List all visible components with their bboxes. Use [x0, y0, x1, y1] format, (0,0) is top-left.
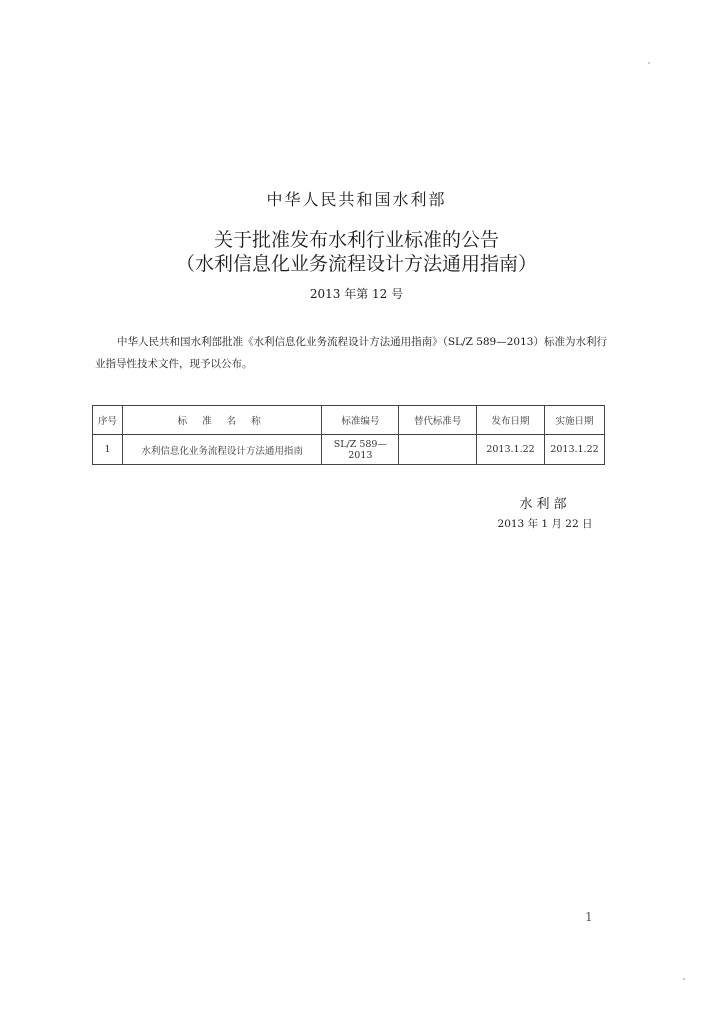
cell-index: 1: [93, 435, 123, 465]
col-header-replaced: 替代标准号: [399, 406, 477, 435]
cell-code: SL/Z 589—2013: [322, 435, 399, 465]
col-header-index: 序号: [93, 406, 123, 435]
table-row: [93, 435, 605, 465]
standards-table: [92, 405, 605, 465]
issue-date: 2013 年 1 月 22 日: [497, 518, 593, 530]
table-header-row: [93, 406, 605, 435]
announcement-body: 中华人民共和国水利部批准《水利信息化业务流程设计方法通用指南》（SL/Z 589—2013）标准为水利行业指导性技术文件，现予以公布。: [95, 336, 607, 370]
issuer-signature: 水利部: [519, 497, 571, 512]
cell-effective-date: 2013.1.22: [544, 435, 604, 465]
announcement-number: 2013 年第 12 号: [309, 287, 404, 301]
col-header-release-date: 发布日期: [477, 406, 545, 435]
col-header-code: 标准编号: [322, 406, 399, 435]
col-header-effective-date: 实施日期: [544, 406, 604, 435]
cell-release-date: 2013.1.22: [477, 435, 545, 465]
scan-speck: [648, 62, 650, 64]
page-number: 1: [585, 910, 593, 924]
cell-replaced: [399, 435, 477, 465]
announcement-subtitle: （水利信息化业务流程设计方法通用指南）: [175, 253, 537, 275]
col-header-name: 标 准 名 称: [122, 406, 321, 435]
scan-speck: [683, 978, 685, 980]
ministry-heading: 中华人民共和国水利部: [266, 190, 447, 209]
announcement-title: 关于批准发布水利行业标准的公告: [213, 229, 499, 251]
cell-name: 水利信息化业务流程设计方法通用指南: [122, 435, 321, 465]
